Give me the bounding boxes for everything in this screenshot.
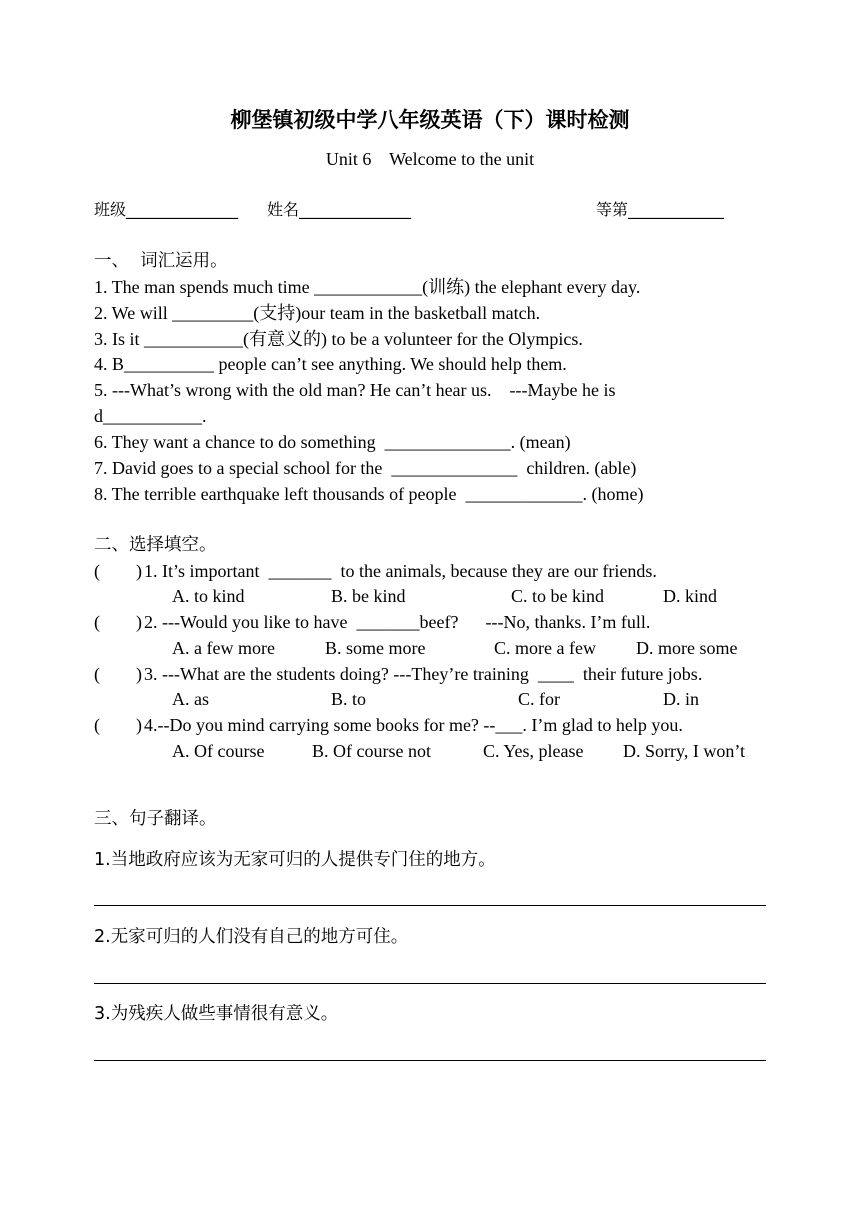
- option-3a: A. as: [172, 689, 209, 709]
- option-4c: C. Yes, please: [483, 741, 584, 761]
- grade-field[interactable]: 等第____________: [596, 200, 725, 219]
- vocab-item-1: 1. The man spends much time ____________(训练) the elephant every day.: [94, 277, 641, 297]
- option-1b: B. be kind: [331, 586, 406, 606]
- option-4d: D. Sorry, I won’t: [623, 741, 745, 761]
- vocab-item-7: 7. David goes to a special school for the ______________ children. (able): [94, 458, 637, 478]
- answer-paren-1[interactable]: ( ): [94, 561, 142, 581]
- vocab-item-5-cont: d___________.: [94, 406, 207, 426]
- option-2b: B. some more: [325, 638, 426, 658]
- vocab-item-8: 8. The terrible earthquake left thousands of people _____________. (home): [94, 484, 644, 504]
- question-stem-1: 1. It’s important _______ to the animals, because they are our friends.: [144, 561, 657, 581]
- name-field[interactable]: 姓名______________: [267, 200, 412, 219]
- answer-line-3[interactable]: [94, 1060, 766, 1061]
- section1-heading: 一、 词汇运用。: [94, 251, 228, 271]
- answer-line-2[interactable]: [94, 983, 766, 984]
- option-2c: C. more a few: [494, 638, 596, 658]
- vocab-item-6: 6. They want a chance to do something ______________. (mean): [94, 432, 571, 452]
- translation-item-2: 2.无家可归的人们没有自己的地方可住。: [94, 927, 409, 947]
- option-3c: C. for: [518, 689, 560, 709]
- vocab-item-2: 2. We will _________(支持)our team in the basketball match.: [94, 303, 541, 323]
- vocab-item-4: 4. B__________ people can’t see anything. We should help them.: [94, 354, 567, 374]
- page-title: 柳堡镇初级中学八年级英语（下）课时检测: [230, 107, 630, 132]
- vocab-item-3: 3. Is it ___________(有意义的) to be a volunteer for the Olympics.: [94, 329, 583, 349]
- answer-paren-3[interactable]: ( ): [94, 664, 142, 684]
- option-4b: B. Of course not: [312, 741, 431, 761]
- section2-heading: 二、选择填空。: [94, 535, 217, 555]
- answer-paren-2[interactable]: ( ): [94, 612, 142, 632]
- question-stem-2: 2. ---Would you like to have _______beef? ---No, thanks. I’m full.: [144, 612, 651, 632]
- question-stem-4: 4.--Do you mind carrying some books for me? --___. I’m glad to help you.: [144, 715, 683, 735]
- answer-line-1[interactable]: [94, 905, 766, 906]
- translation-item-1: 1.当地政府应该为无家可归的人提供专门住的地方。: [94, 850, 496, 870]
- class-field[interactable]: 班级______________: [94, 200, 239, 219]
- option-4a: A. Of course: [172, 741, 265, 761]
- question-stem-3: 3. ---What are the students doing? ---They’re training ____ their future jobs.: [144, 664, 703, 684]
- option-2a: A. a few more: [172, 638, 275, 658]
- vocab-item-5: 5. ---What’s wrong with the old man? He can’t hear us. ---Maybe he is: [94, 380, 616, 400]
- option-1d: D. kind: [663, 586, 717, 606]
- option-1c: C. to be kind: [511, 586, 604, 606]
- answer-paren-4[interactable]: ( ): [94, 715, 142, 735]
- option-3b: B. to: [331, 689, 367, 709]
- section3-heading: 三、句子翻译。: [94, 809, 217, 829]
- translation-item-3: 3.为残疾人做些事情很有意义。: [94, 1004, 339, 1024]
- option-1a: A. to kind: [172, 586, 245, 606]
- page-subtitle: Unit 6 Welcome to the unit: [325, 149, 535, 169]
- option-3d: D. in: [663, 689, 699, 709]
- option-2d: D. more some: [636, 638, 738, 658]
